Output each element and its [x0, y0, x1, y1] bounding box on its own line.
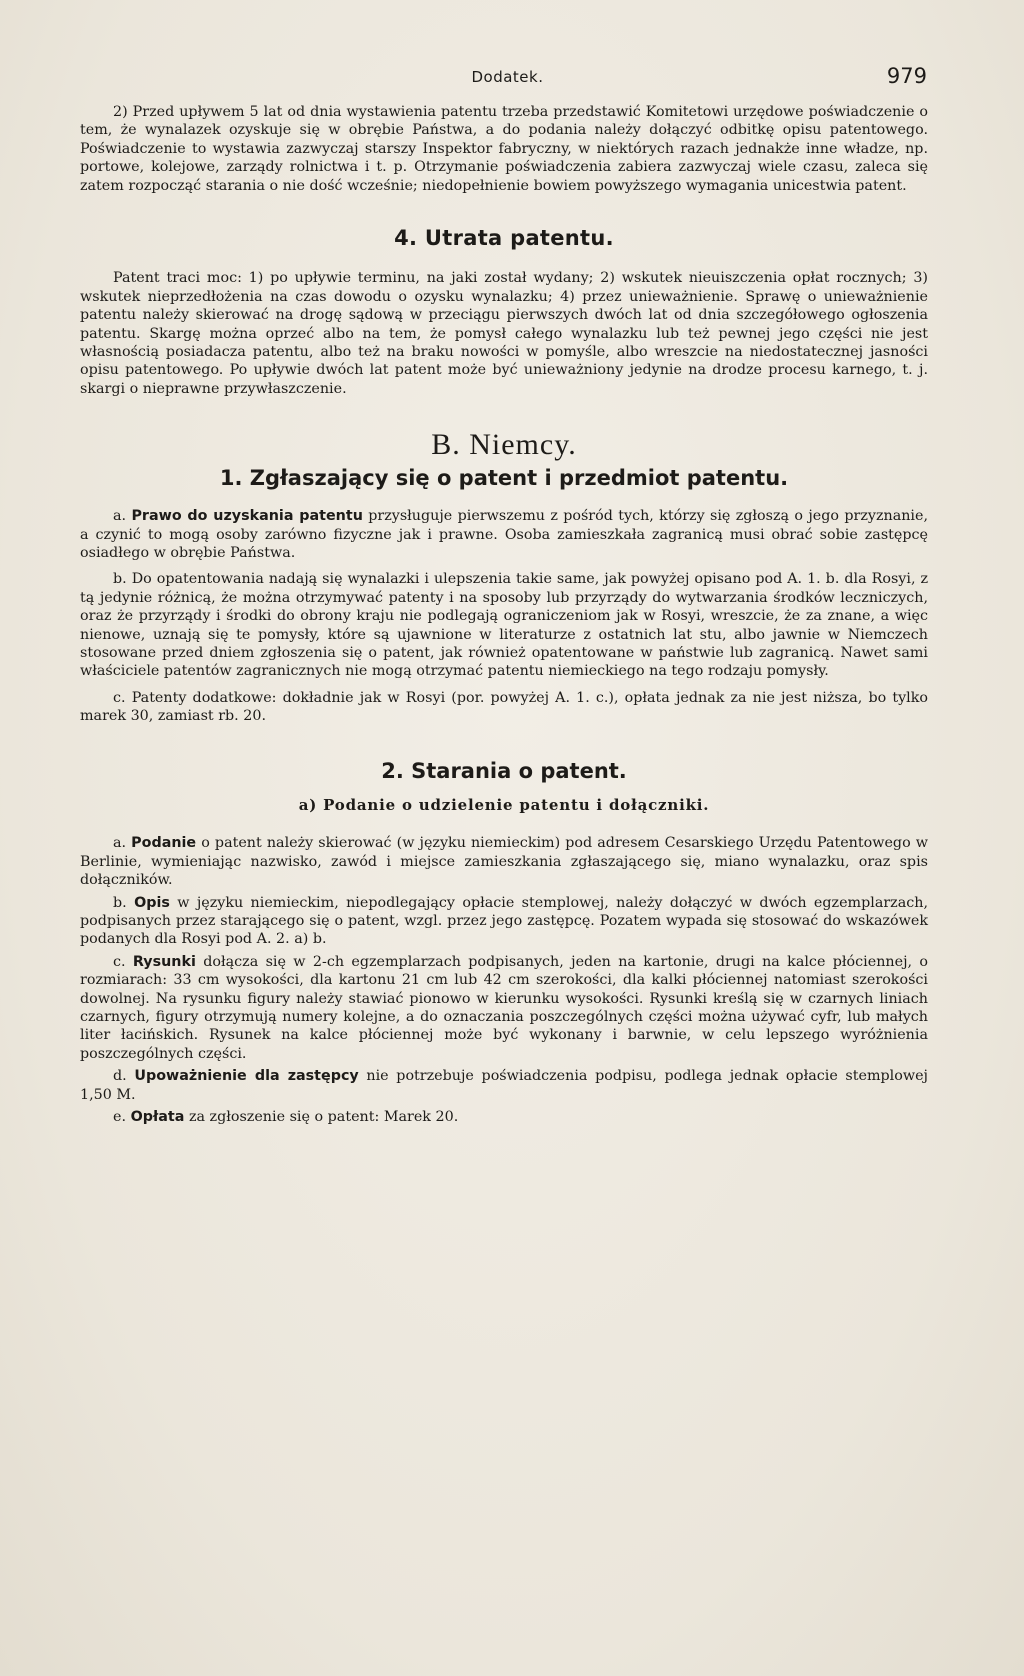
section-e	[80, 1108, 928, 1126]
paragraph-b	[80, 570, 928, 680]
paragraph-text: w języku niemieckim, niepodlegający opłacie stemplowej, należy dołączyć w dwóch egzemplarzach, podpisanych przez starającego się o patent, wzgl. przez jego zastępcę. Pozatem wypada się stosować do wskazówek podanych dla Rosyi pod A. 2. a) b.	[80, 894, 928, 948]
heading-applicants: 1. Zgłaszający się o patent i przedmiot patentu.	[219, 465, 789, 490]
item-label: c.	[113, 953, 126, 970]
paragraph-intro: 2) Przed upływem 5 lat od dnia wystawienia patentu trzeba przedstawić Komitetowi urzędowe poświadczenie o tem, że wynalazek ozyskuje się w obrębie Państwa, a do podania należy dołączyć odbitkę opisu patentowego. Poświadczenie to wystawia zazwyczaj starszy Inspektor fabryczny, w niektórych razach jednakże inne władze, np. portowe, kolejowe, zarządy rolnictwa i t. p. Otrzymanie poświadczenia zabiera zazwyczaj wiele czasu, zaleca się zatem rozpocząć starania o nie dość wcześnie; niedopełnienie bowiem powyższego wymagania unicestwia patent.	[80, 104, 928, 194]
item-label: a.	[113, 835, 127, 852]
page-header	[80, 64, 935, 94]
paragraph-text: Patenty dodatkowe: dokładnie jak w Rosyi (por. powyżej A. 1. c.), opłata jednak za nie jest niższa, bo tylko marek 30, zamiast rb. 20.	[80, 689, 929, 725]
item-label: c.	[113, 689, 126, 706]
keyword: Opis	[134, 894, 170, 911]
keyword: Prawo do uzyskania patentu	[131, 508, 363, 525]
paragraph-patent-loss: Patent traci moc: 1) po upływie terminu, na jaki został wydany; 2) wskutek nieuiszczenia opłat rocznych; 3) wskutek nieprzedłożenia na czas dowodu o ozysku wynalazku; 4) przez unieważnienie. Sprawę o unieważnienie patentu należy skierować na drogę sądową w przeciągu pierwszych dwóch lat od dnia szczegółowego ogłoszenia patentu. Skargę można oprzeć albo na tem, że pomysł całego wynalazku lub też pewnej jego części nie jest własnością posiadacza patentu, albo też na braku nowości w pomyśle, albo wreszcie na niedostatecznej jasności opisu patentowego. Po upływie dwóch lat patent może być unieważniony jedynie na drodze procesu karnego, t. j. skargi o nieprawne przywłaszczenie.	[80, 270, 928, 397]
paragraph-text: nie potrzebuje poświadczenia podpisu, podlega jednak opłacie stemplowej 1,50 M.	[80, 1068, 928, 1103]
section-a	[80, 834, 928, 889]
heading-patent-loss: 4. Utrata patentu.	[394, 226, 614, 251]
paragraph-text: Do opatentowania nadają się wynalazki i ulepszenia takie same, jak powyżej opisano pod A. 1. b. dla Rosyi, z tą jedynie różnicą, że można otrzymywać patenty i na sposoby lub przyrządy do wytwarzania środków leczniczych, oraz że przyrządy i środki do obrony kraju nie podlegają ograniczeniom jak w Rosyi, wreszcie, że za znane, a więc nienowe, uznają się te pomysły, które są ujawnione w literaturze z ostatnich lat stu, albo jawnie w Niemczech stosowane przed dniem zgłoszenia się o patent, jak również opatentowane w państwie lub zagranicą. Nawet sami właściciele patentów zagranicznych nie mogą otrzymać patentu niemieckiego na tego rodzaju pomysły.	[80, 571, 928, 680]
keyword: Upoważnienie dla zastępcy	[134, 1068, 359, 1085]
heading-germany: B. Niemcy.	[431, 428, 577, 462]
item-label: b.	[113, 894, 127, 911]
keyword: Podanie	[131, 835, 197, 852]
page-body	[80, 103, 928, 1130]
paragraph-text: przysługuje pierwszemu z pośród tych, którzy się zgłoszą o jego przyznanie, a czynić to mogą osoby zarówno fizyczne jak i prawne. Osoba zamieszkała zagranicą musi obrać sobie zastępcę osiadłego w obrębie Państwa.	[80, 508, 929, 561]
running-title: Dodatek.	[471, 68, 544, 86]
paragraph-text: dołącza się w 2-ch egzemplarzach podpisanych, jeden na kartonie, drugi na kalce płóciennej, o rozmiarach: 33 cm wysokości, dla kartonu 21 cm lub 42 cm szerokości, dla kalki płóciennej natomiast szerokości dowolnej. Na rysunku figury należy stawiać pionowo w kierunku wysokości. Rysunki kreślą się w czarnych liniach czarnych, figury otrzymują numery kolejne, a do oznaczania poszczególnych części można używać cyfr, lub małych liter łacińskich. Rysunek na kalce płóciennej może być wykonany i barwnie, w celu lepszego wyróżnienia poszczególnych części.	[80, 953, 929, 1062]
paragraph-text: o patent należy skierować (w języku niemieckim) pod adresem Cesarskiego Urzędu Patentowego w Berlinie, wymieniając nazwisko, zawód i miejsce zamieszkania zgłaszającego się, miano wynalazku, oraz spis dołączników.	[80, 835, 929, 889]
item-label: b.	[113, 571, 127, 588]
paragraph-text: za zgłoszenie się o patent: Marek 20.	[188, 1109, 459, 1126]
page-number: 979	[886, 64, 927, 88]
item-label: d.	[113, 1068, 127, 1085]
item-label: a.	[113, 508, 127, 525]
section-b	[80, 894, 928, 949]
heading-application: a) Podanie o udzielenie patentu i dołączniki.	[298, 795, 710, 814]
paragraph-a	[80, 507, 928, 562]
keyword: Rysunki	[132, 953, 196, 970]
section-d	[80, 1067, 928, 1104]
heading-efforts: 2. Starania o patent.	[381, 758, 627, 783]
section-c	[80, 953, 928, 1063]
paragraph-c	[80, 689, 928, 726]
item-label: e.	[113, 1109, 127, 1126]
keyword: Opłata	[130, 1109, 185, 1126]
